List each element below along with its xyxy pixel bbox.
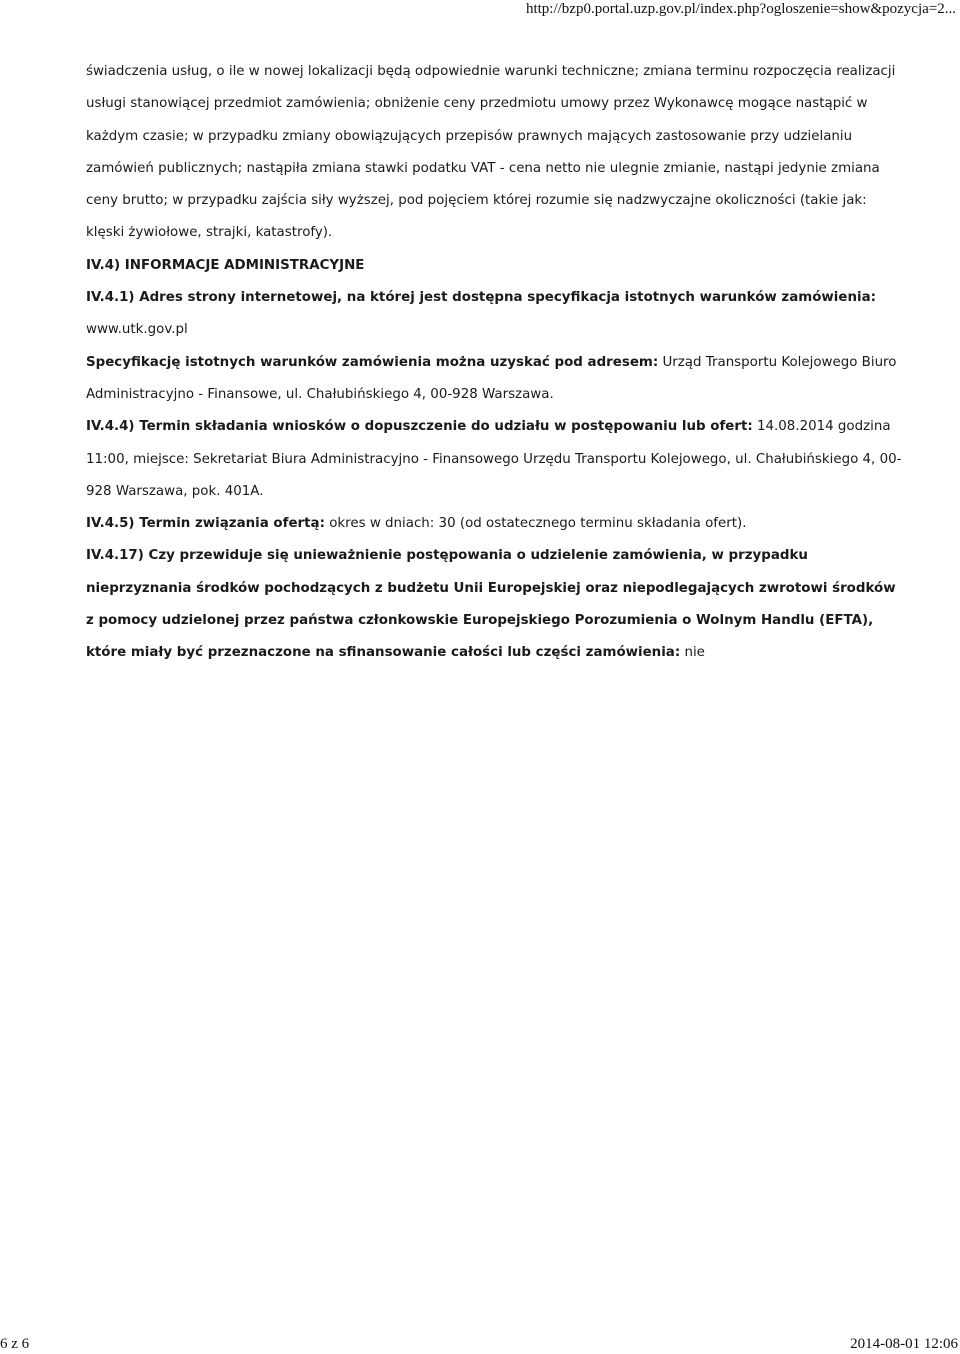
print-datetime: 2014-08-01 12:06 <box>850 1336 958 1352</box>
iv41-paragraph <box>86 282 906 347</box>
document-body <box>86 56 906 670</box>
iv41-value: www.utk.gov.pl <box>86 322 188 338</box>
iv45-value: okres w dniach: 30 (od ostatecznego terminu składania ofert). <box>324 516 747 532</box>
specification-value: Urząd Transportu Kolejowego Biuro Administracyjno - Finansowe, ul. Chałubińskiego 4, 00-928 Warszawa. <box>86 354 897 402</box>
print-header-url: http://bzp0.portal.uzp.gov.pl/index.php?ogloszenie=show&pozycja=2... <box>525 1 956 17</box>
section-heading-text: IV.4) INFORMACJE ADMINISTRACYJNE <box>86 257 365 273</box>
iv417-paragraph <box>86 540 906 669</box>
iv44-label: IV.4.4) Termin składania wniosków o dopuszczenie do udziału w postępowaniu lub ofert: <box>86 419 753 435</box>
iv417-value: nie <box>680 645 705 661</box>
iv45-paragraph <box>86 508 906 540</box>
intro-paragraph: świadczenia usług, o ile w nowej lokalizacji będą odpowiednie warunki techniczne; zmiana terminu rozpoczęcia realizacji usługi stanowiącej przedmiot zamówienia; obniżenie ceny przedmiotu umowy przez Wykonawcę mogące nastąpić w każdym czasie; w przypadku zmiany obowiązujących przepisów prawnych mających zastosowanie przy udzielaniu zamówień publicznych; nastąpiła zmiana stawki podatku VAT - cena netto nie ulegnie zmianie, nastąpi jedynie zmiana ceny brutto; w przypadku zajścia siły wyższej, pod pojęciem której rozumie się nadzwyczajne okoliczności (takie jak: klęski żywiołowe, strajki, katastrofy). <box>86 64 896 241</box>
page-number: 6 z 6 <box>0 1336 30 1352</box>
iv417-label: IV.4.17) Czy przewiduje się unieważnienie postępowania o udzielenie zamówienia, w przypadku nieprzyznania środków pochodzących z budżetu Unii Europejskiej oraz niepodlegających zwrotowi środków z pomocy udzielonej przez państwa członkowskie Europejskiego Porozumienia o Wolnym Handlu (EFTA), które miały być przeznaczone na sfinansowanie całości lub części zamówienia: <box>86 548 896 661</box>
iv45-label: IV.4.5) Termin związania ofertą: <box>86 516 325 532</box>
specification-paragraph <box>86 347 906 412</box>
specification-label: Specyfikację istotnych warunków zamówienia można uzyskać pod adresem: <box>86 354 659 370</box>
iv41-label: IV.4.1) Adres strony internetowej, na której jest dostępna specyfikacja istotnych warunków zamówienia: <box>86 290 876 306</box>
iv44-paragraph <box>86 411 906 508</box>
iv44-value: 14.08.2014 godzina 11:00, miejsce: Sekretariat Biura Administracyjno - Finansowego Urzędu Transportu Kolejowego, ul. Chałubińskiego 4, 00-928 Warszawa, pok. 401A. <box>86 419 902 499</box>
section-heading <box>86 250 906 282</box>
